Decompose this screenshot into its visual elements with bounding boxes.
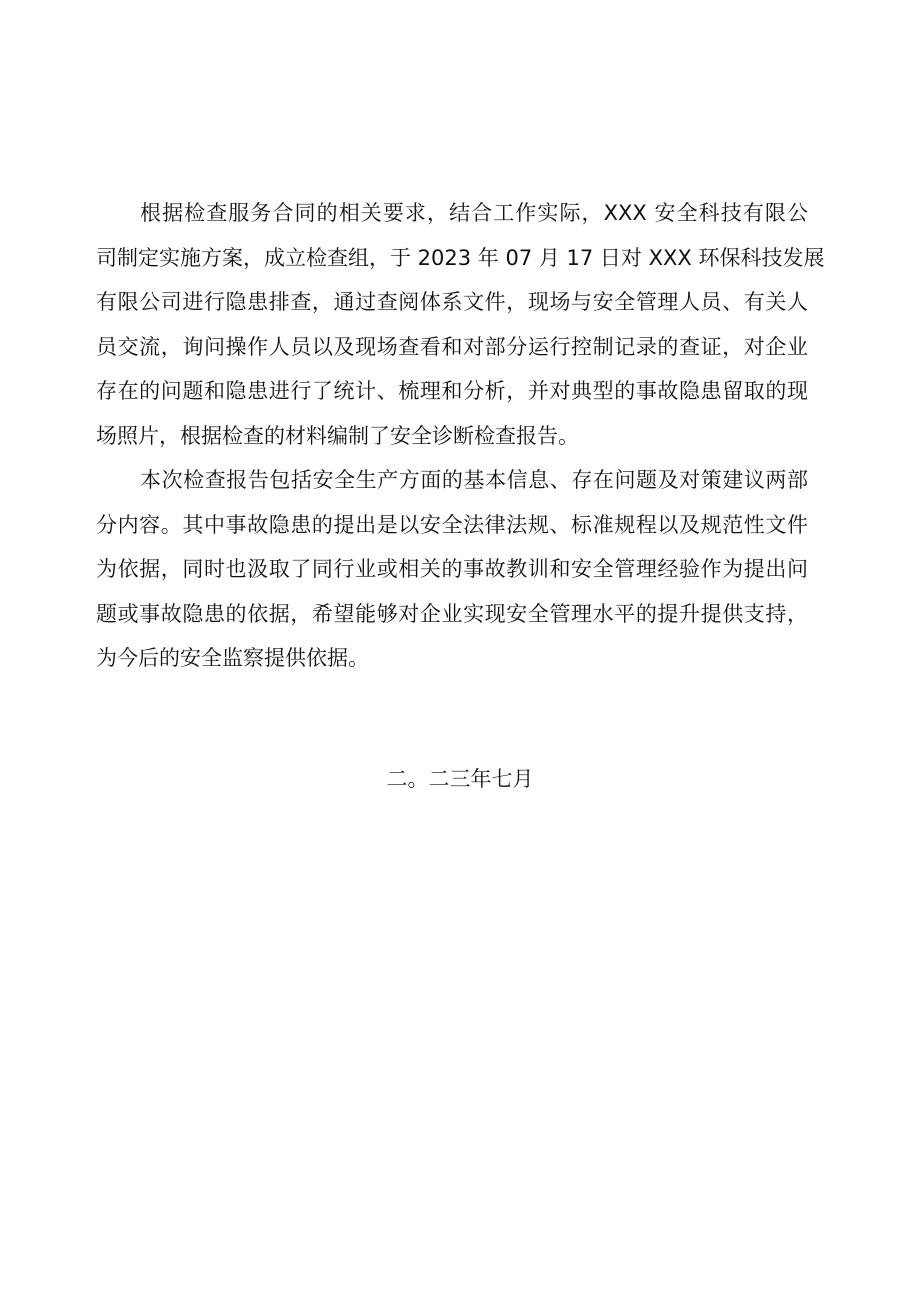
document-body bbox=[96, 191, 825, 681]
paragraph-line: 有限公司进行隐患排查，通过查阅体系文件，现场与安全管理人员、有关人 bbox=[96, 290, 808, 314]
paragraph-line: 为今后的安全监察提供依据。 bbox=[96, 646, 369, 670]
paragraph-line: 根据检查服务合同的相关要求，结合工作实际，XXX 安全科技有限公 bbox=[140, 201, 808, 225]
paragraph-2 bbox=[96, 458, 808, 681]
paragraph-line: 分内容。其中事故隐患的提出是以安全法律法规、标准规程以及规范性文件 bbox=[96, 512, 808, 537]
paragraph-line: 存在的问题和隐患进行了统计、梳理和分析，并对典型的事故隐患留取的现 bbox=[96, 379, 808, 403]
paragraph-line: 员交流，询问操作人员以及现场查看和对部分运行控制记录的查证，对企业 bbox=[96, 334, 808, 359]
paragraph-line: 本次检查报告包括安全生产方面的基本信息、存在问题及对策建议两部 bbox=[140, 468, 808, 492]
paragraph-line: 为依据，同时也汲取了同行业或相关的事故教训和安全管理经验作为提出问 bbox=[96, 557, 808, 581]
paragraph-line: 题或事故隐患的依据，希望能够对企业实现安全管理水平的提升提供支持， bbox=[96, 601, 808, 626]
paragraph-line: 场照片，根据检查的材料编制了安全诊断检查报告。 bbox=[96, 423, 579, 448]
paragraph-line: 司制定实施方案，成立检查组，于 2023 年 07 月 17 日对 XXX 环保科技发展 bbox=[96, 245, 825, 270]
document-date: 二。二三年七月 bbox=[386, 767, 534, 791]
paragraph-1 bbox=[96, 191, 825, 458]
